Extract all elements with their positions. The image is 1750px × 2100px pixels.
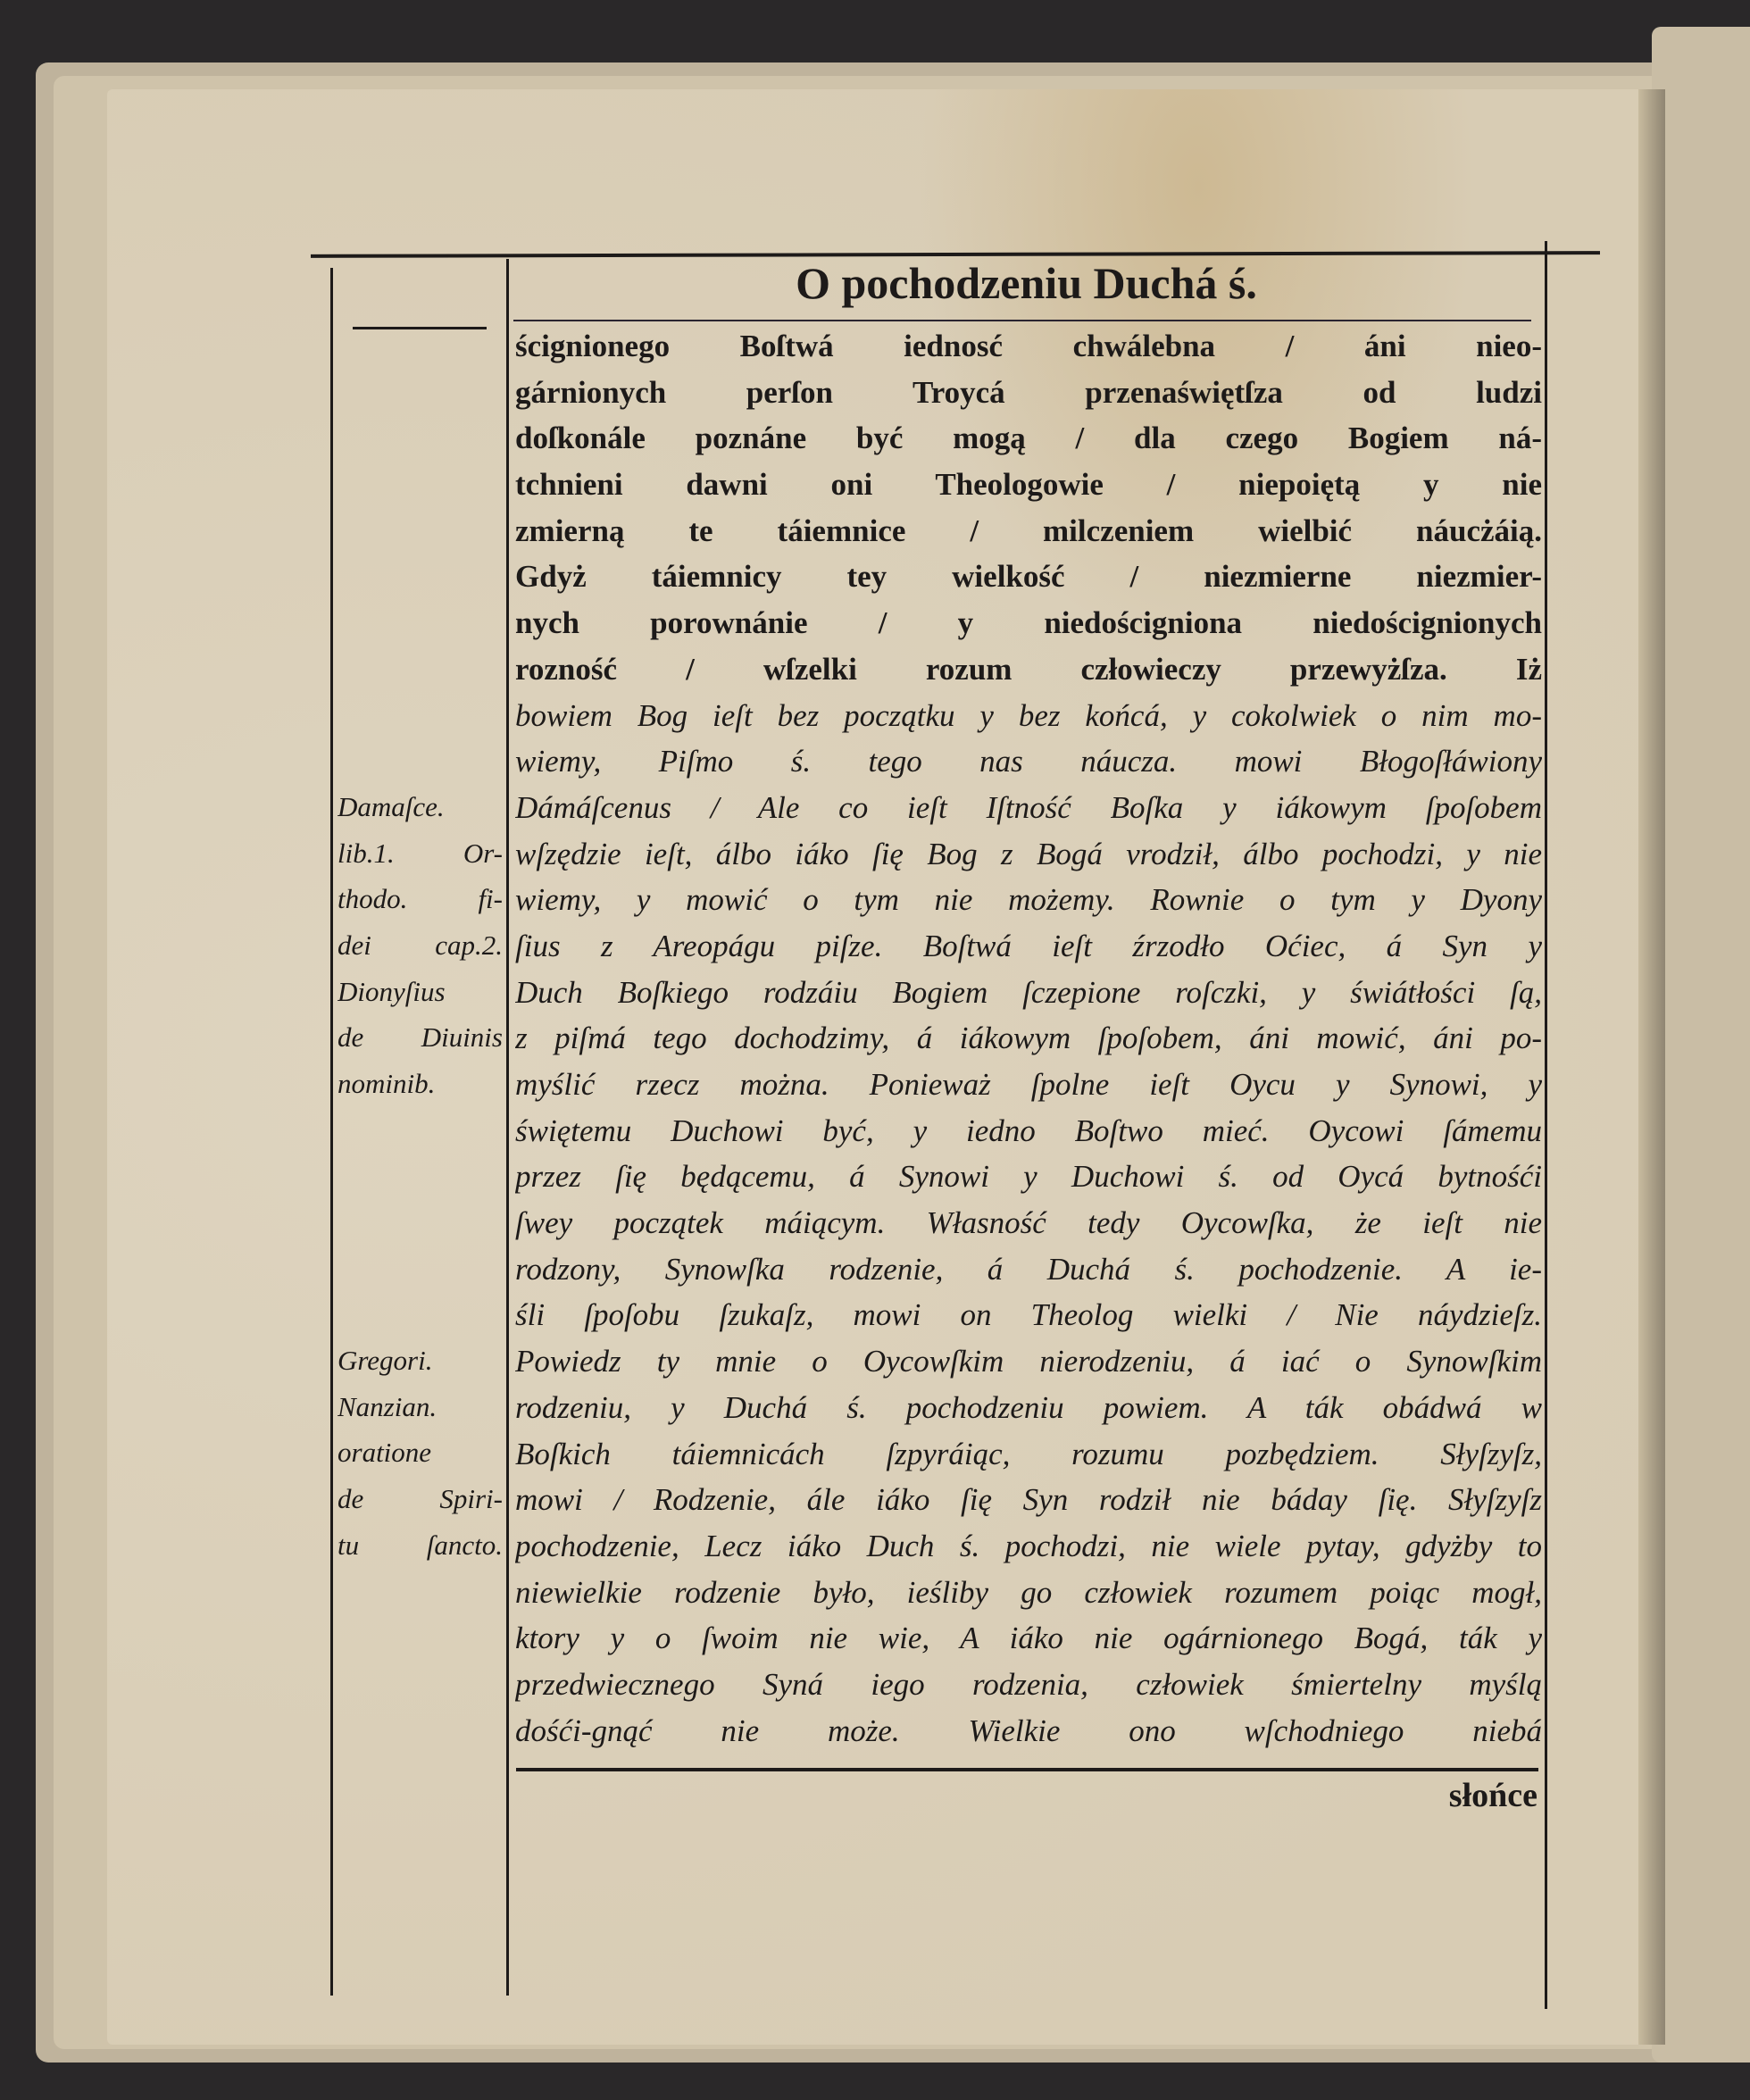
- footer-rule: [516, 1768, 1538, 1771]
- text-line: Gdyż táiemnicy tey wielkość / niezmierne niezmier-: [515, 559, 1542, 595]
- margin-dash: [353, 327, 487, 329]
- text-line: z piſmá tego dochodzimy, á iákowym ſpoſobem, áni mowić, áni po-: [515, 1021, 1542, 1056]
- margin-note-line: lib.1. Or-: [338, 837, 503, 869]
- text-line: ktory y o ſwoim nie wie, A iáko nie ogárnionego Bogá, ták y: [515, 1621, 1542, 1656]
- margin-note-line: nominib.: [338, 1068, 436, 1100]
- text-line: zmierną te táiemnice / milczeniem wielbić náucżáią.: [515, 512, 1542, 548]
- margin-note-line: Gregori.: [338, 1345, 433, 1376]
- margin-note-line: tu ſancto.: [338, 1529, 503, 1561]
- margin-note-line: de Diuinis: [338, 1021, 503, 1054]
- text-line: Duch Boſkiego rodzáiu Bogiem ſczepione roſczki, y świátłości ſą,: [515, 974, 1542, 1010]
- text-line: mowi / Rodzenie, ále iáko ſię Syn rodził nie báday ſię. Słyſzyſz: [515, 1482, 1542, 1518]
- text-line: Boſkich táiemnicách ſzpyráiąc, rozumu pozbędziem. Słyſzyſz,: [515, 1436, 1542, 1471]
- margin-column-divider: [506, 259, 509, 1996]
- margin-note-line: oratione: [338, 1437, 432, 1469]
- body-text: [515, 323, 1542, 1754]
- text-line: doſkonále poznáne być mogą / dla czego Bogiem ná-: [515, 421, 1542, 456]
- text-line: świętemu Duchowi być, y iedno Boſtwo mieć. Oycowi ſámemu: [515, 1112, 1542, 1148]
- text-line: wſzędzie ieſt, álbo iáko ſię Bog z Bogá vrodził, álbo pochodzi, y nie: [515, 836, 1542, 871]
- margin-note-line: de Spiri-: [338, 1483, 503, 1515]
- text-line: myślić rzecz można. Ponieważ ſpolne ieſt Oycu y Synowi, y: [515, 1067, 1542, 1102]
- text-line: bowiem Bog ieſt bez początku y bez końcá, y cokolwiek o nim mo-: [515, 697, 1542, 733]
- running-title: O pochodzeniu Duchá ś.: [796, 258, 1257, 308]
- book-gutter: [1638, 89, 1665, 2045]
- text-line: wiemy, y mowić o tym nie możemy. Rownie o tym y Dyony: [515, 882, 1542, 918]
- text-line: gárnionych perſon Troycá przenaświętſza od ludzi: [515, 374, 1542, 410]
- text-line: pochodzenie, Lecz iáko Duch ś. pochodzi, nie wiele pytay, gdyżby to: [515, 1528, 1542, 1563]
- margin-note-line: thodo. fi-: [338, 883, 503, 915]
- text-line: nych porownánie / y niedościgniona niedoścignionych: [515, 605, 1542, 641]
- catchword: słońce: [1448, 1777, 1538, 1814]
- text-line: ſwey początek máiącym. Własność tedy Oycowſka, że ieſt nie: [515, 1205, 1542, 1241]
- text-line: ſius z Areopágu piſze. Boſtwá ieſt źrzodło Oćiec, á Syn y: [515, 928, 1542, 963]
- text-line: dośći-gnąć nie może. Wielkie ono wſchodniego niebá: [515, 1712, 1542, 1748]
- facing-page-edge: [1652, 27, 1750, 2062]
- text-line: tchnieni dawni oni Theologowie / niepoiętą y nie: [515, 467, 1542, 503]
- margin-note-gregory: [338, 1338, 503, 1568]
- text-line: Powiedz ty mnie o Oycowſkim nierodzeniu, á iać o Synowſkim: [515, 1344, 1542, 1379]
- text-right-border: [1545, 241, 1547, 2009]
- text-line: przez ſię będącemu, á Synowi y Duchowi ś. od Oycá bytnośći: [515, 1159, 1542, 1195]
- text-line: wiemy, Piſmo ś. tego nas náucza. mowi Błogoſłáwiony: [515, 744, 1542, 779]
- text-line: ścignionego Boſtwá iednosć chwálebna / áni nieo-: [515, 329, 1542, 363]
- text-line: rodzony, Synowſka rodzenie, á Duchá ś. pochodzenie. A ie-: [515, 1251, 1542, 1287]
- title-rule: [513, 320, 1531, 321]
- text-line: śli ſpoſobu ſzukaſz, mowi on Theolog wielki / Nie náydzieſz.: [515, 1297, 1542, 1333]
- margin-left-border: [330, 268, 333, 1996]
- margin-note-line: dei cap.2.: [338, 929, 503, 962]
- margin-note-damascenus: [338, 784, 503, 1107]
- text-line: przedwiecznego Syná iego rodzenia, człowiek śmiertelny myślą: [515, 1666, 1542, 1702]
- margin-note-line: Nanzian.: [338, 1390, 438, 1422]
- text-line: Dámáſcenus / Ale co ieſt Iſtność Boſka y iákowym ſpoſobem: [515, 789, 1542, 825]
- text-line: niewielkie rodzenie było, ieśliby go człowiek rozumem poiąc mogł,: [515, 1574, 1542, 1610]
- text-line: rodzeniu, y Duchá ś. pochodzeniu powiem. A ták obádwá w: [515, 1389, 1542, 1425]
- margin-note-line: Damaſce.: [338, 791, 445, 822]
- text-line: rozność / wſzelki rozum człowieczy przewyżſza. Iż: [515, 651, 1542, 687]
- margin-note-line: Dionyſius: [338, 975, 446, 1007]
